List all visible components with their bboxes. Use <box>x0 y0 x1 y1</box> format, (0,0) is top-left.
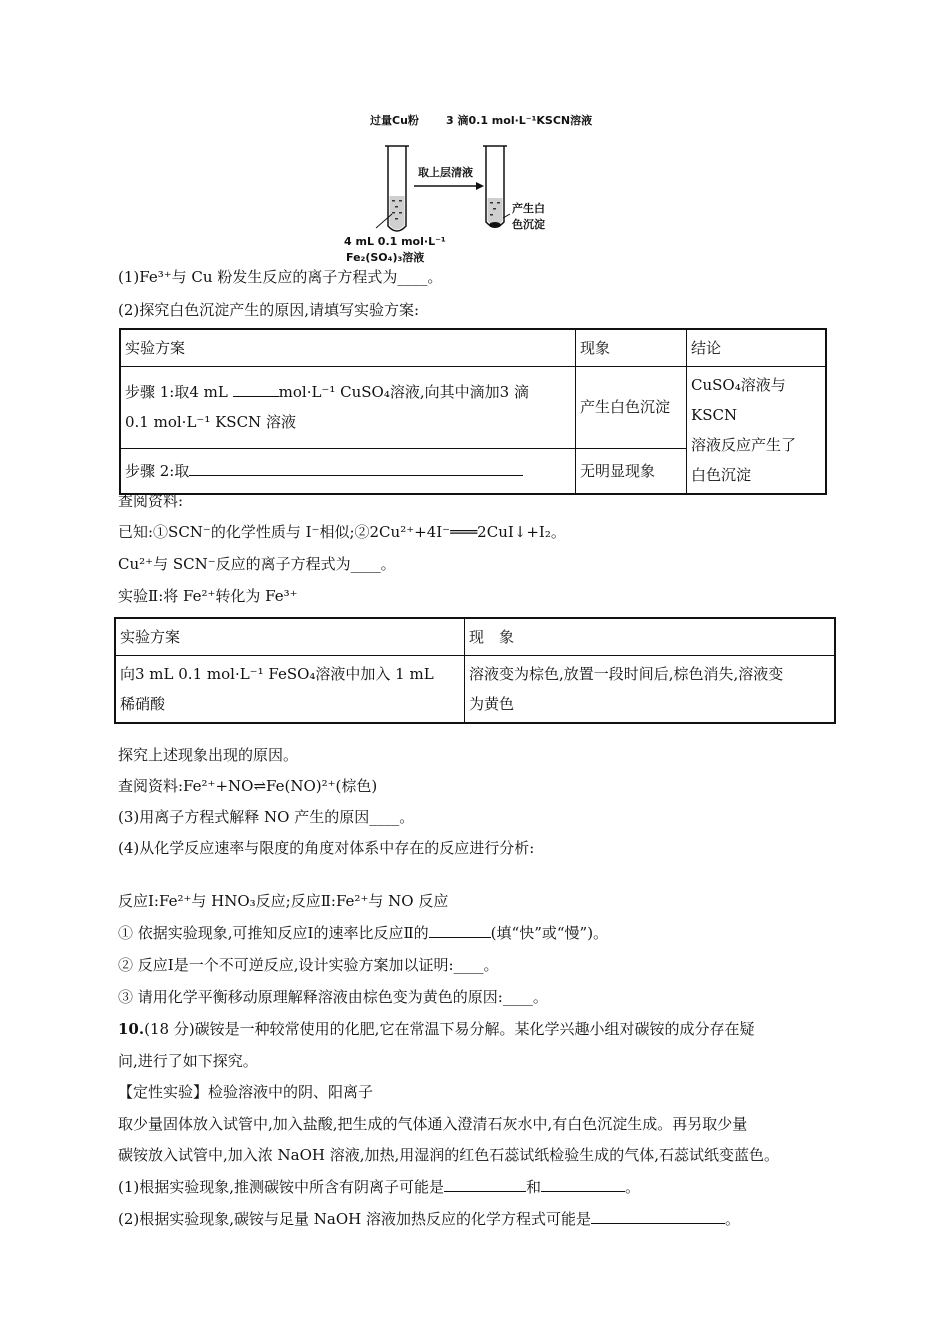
conclusion-cell <box>687 367 827 495</box>
label-solution-1: 4 mL 0.1 mol·L⁻¹ <box>344 235 446 248</box>
step-2-text: 步骤 2:取 <box>125 461 190 480</box>
step-1-text-b: mol·L⁻¹ CuSO₄溶液,向其中滴加3 滴 <box>278 383 529 402</box>
step-1-text-c: 0.1 mol·L⁻¹ KSCN 溶液 <box>125 413 296 432</box>
sub-question-1 <box>118 922 608 943</box>
header-phenomenon: 现象 <box>576 329 687 367</box>
reactions-text: 反应Ⅰ:Fe²⁺与 HNO₃反应;反应Ⅱ:Fe²⁺与 NO 反应 <box>118 892 449 910</box>
label-solution-2: Fe₂(SO₄)₃溶液 <box>346 251 425 264</box>
blank-equation[interactable] <box>591 1209 725 1224</box>
header-plan: 实验方案 <box>120 329 576 367</box>
blank-rate[interactable] <box>429 923 491 938</box>
question-10-1-text-a: (1)根据实验现象,推测碳铵中所含有阴离子可能是 <box>118 1178 445 1196</box>
transfer-arrow <box>414 182 484 190</box>
conclusion-line-3: 白色沉淀 <box>691 466 752 484</box>
header-conclusion: 结论 <box>687 329 827 367</box>
step-2-cell <box>120 448 576 494</box>
conclusion-line-2: 溶液反应产生了 <box>691 436 797 454</box>
label-arrow: 取上层清液 <box>418 166 473 179</box>
experiment-table-1 <box>119 328 827 495</box>
question-2: (2)探究白色沉淀产生的原因,请填写实验方案: <box>118 301 420 319</box>
question-4: (4)从化学反应速率与限度的角度对体系中存在的反应进行分析: <box>118 839 535 857</box>
t2-plan-line-2: 稀硝酸 <box>120 695 166 713</box>
blank-step-2[interactable] <box>189 461 523 476</box>
reference-heading: 查阅资料: <box>118 492 184 510</box>
label-precip-1: 产生白 <box>512 202 545 215</box>
experiment-2-title: 实验Ⅱ:将 Fe²⁺转化为 Fe³⁺ <box>118 587 298 605</box>
t2-header-phenomenon: 现 象 <box>465 618 836 656</box>
t2-phen-line-1: 溶液变为棕色,放置一段时间后,棕色消失,溶液变 <box>469 665 784 683</box>
step-1-text-a: 步骤 1:取4 mL <box>125 383 228 402</box>
blank-concentration[interactable] <box>233 382 279 397</box>
paragraph-line-1: 取少量固体放入试管中,加入盐酸,把生成的气体通入澄清石灰水中,有白色沉淀生成。再另取少量 <box>118 1115 748 1133</box>
sub-question-1-text-a: ① 依据实验现象,可推知反应Ⅰ的速率比反应Ⅱ的 <box>118 924 429 942</box>
question-1: (1)Fe³⁺与 Cu 粉发生反应的离子方程式为____。 <box>118 268 443 286</box>
question-10-1-and: 和 <box>526 1178 542 1196</box>
experiment-diagram <box>340 108 630 266</box>
blank-anion-2[interactable] <box>541 1177 625 1192</box>
known-facts: 已知:①SCN⁻的化学性质与 I⁻相似;②2Cu²⁺+4I⁻═══2CuI↓+I₂。 <box>118 523 566 541</box>
question-10-2-text: (2)根据实验现象,碳铵与足量 NaOH 溶液加热反应的化学方程式可能是 <box>118 1210 592 1228</box>
t2-phenomenon-cell <box>465 656 836 724</box>
experiment-table-2 <box>114 617 836 724</box>
paragraph-line-2: 碳铵放入试管中,加入浓 NaOH 溶液,加热,用湿润的红色石蕊试纸检验生成的气体,石蕊试纸变蓝色。 <box>118 1146 780 1164</box>
explore-text: 探究上述现象出现的原因。 <box>118 746 299 764</box>
qualitative-heading: 【定性实验】检验溶液中的阴、阳离子 <box>118 1083 374 1101</box>
question-10-text-a: (18 分)碳铵是一种较常使用的化肥,它在常温下易分解。某化学兴趣小组对碳铵的成分存在疑 <box>144 1020 755 1038</box>
question-10-intro <box>118 1018 754 1039</box>
sub-question-2: ② 反应Ⅰ是一个不可逆反应,设计实验方案加以证明:____。 <box>118 956 499 974</box>
sub-question-3: ③ 请用化学平衡移动原理解释溶液由棕色变为黄色的原因:____。 <box>118 988 548 1006</box>
step-1-phenomenon: 产生白色沉淀 <box>576 367 687 449</box>
t2-plan-line-1: 向3 mL 0.1 mol·L⁻¹ FeSO₄溶液中加入 1 mL <box>120 665 434 683</box>
step-1-cell <box>120 367 576 449</box>
question-10-number: 10. <box>118 1020 145 1038</box>
step-2-phenomenon: 无明显现象 <box>576 448 687 494</box>
blank-anion-1[interactable] <box>444 1177 526 1192</box>
conclusion-line-1: CuSO₄溶液与 KSCN <box>691 376 786 424</box>
t2-header-plan: 实验方案 <box>115 618 465 656</box>
cu-scn-question: Cu²⁺与 SCN⁻反应的离子方程式为____。 <box>118 555 396 573</box>
t2-plan-cell <box>115 656 465 724</box>
label-kscn: 3 滴0.1 mol·L⁻¹KSCN溶液 <box>446 114 593 127</box>
test-tube-2 <box>483 146 510 228</box>
question-3: (3)用离子方程式解释 NO 产生的原因____。 <box>118 808 415 826</box>
question-10-text-b: 问,进行了如下探究。 <box>118 1052 258 1070</box>
test-tube-1 <box>376 146 409 231</box>
question-10-2 <box>118 1208 740 1229</box>
label-precip-2: 色沉淀 <box>512 218 545 231</box>
question-10-1-end: 。 <box>625 1178 641 1196</box>
label-cu-powder: 过量Cu粉 <box>370 114 419 127</box>
reference-2: 查阅资料:Fe²⁺+NO⇌Fe(NO)²⁺(棕色) <box>118 777 378 795</box>
question-10-1 <box>118 1176 640 1197</box>
t2-phen-line-2: 为黄色 <box>469 695 515 713</box>
question-10-2-end: 。 <box>725 1210 741 1228</box>
sub-question-1-text-b: (填“快”或“慢”)。 <box>490 924 609 942</box>
